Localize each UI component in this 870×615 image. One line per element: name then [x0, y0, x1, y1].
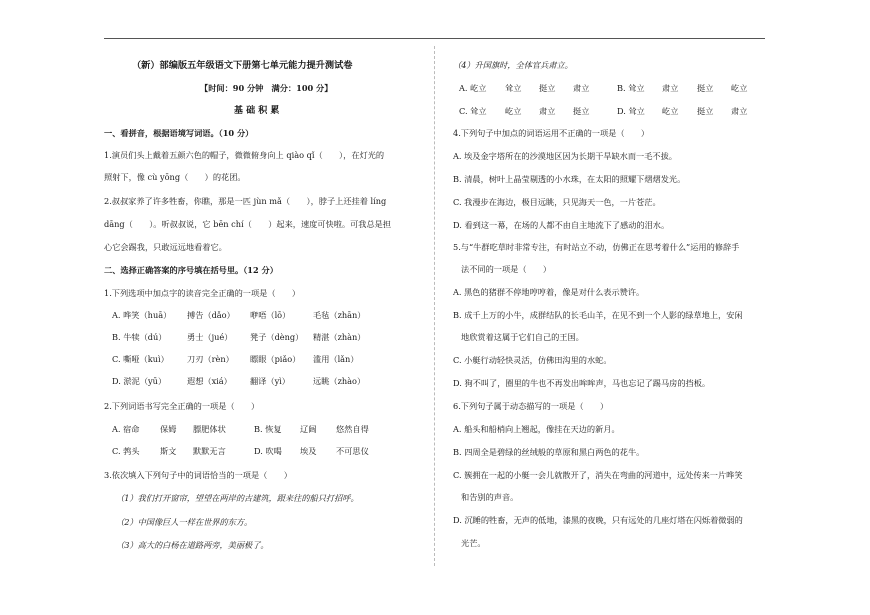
q7-option-d[interactable]: D. 狗不叫了，圈里的牛也不再发出哞哞声，马也忘记了踢马房的挡板。: [453, 378, 711, 388]
q2-line-3: 心它会踢我，只敢远远地看着它。: [104, 242, 227, 252]
q4-option-b-2: 辽阔: [300, 424, 317, 434]
q3-option-c-4: 滥用（lǎn）: [313, 354, 359, 364]
q2-line-2: dāng（ ）。听叔叔说，它 bēn chí（ ）起来，速度可快啦。可我总是担: [104, 219, 392, 229]
q7-option-c[interactable]: C. 小艇行动轻快灵活，仿佛田沟里的水蛇。: [453, 355, 612, 365]
q4-option-d-3: 不可思仪: [336, 446, 369, 456]
q5-option-b-2: 肃立: [662, 83, 679, 93]
q6-stem: 4.下列句子中加点的词语运用不正确的一项是（ ）: [453, 128, 650, 138]
q8-stem: 6.下列句子属于动态描写的一项是（ ）: [453, 401, 609, 411]
q3-option-a-3: 咿唔（lō）: [250, 310, 291, 320]
q5-option-d-3: 挺立: [697, 106, 714, 116]
q3-option-b-3: 凳子（dèng）: [250, 332, 304, 342]
q5-option-d-4: 肃立: [731, 106, 748, 116]
q4-option-a-3: 膘肥体状: [193, 424, 226, 434]
part1-heading: 一、看拼音，根据语境写词语。（10 分）: [104, 128, 254, 138]
q4-option-c-2: 斯文: [160, 446, 177, 456]
q2-line-1: 2.叔叔家养了许多牲畜，你瞧，那是一匹 jùn mǎ（ ），脖子上还挂着 líng: [104, 196, 387, 206]
q7-option-a[interactable]: A. 黑色的猪群不停地哼哼着，像是对什么表示赞许。: [453, 287, 645, 297]
q4-option-a-2: 保姆: [160, 424, 177, 434]
q4-option-d-1[interactable]: D. 吹喝: [254, 446, 282, 456]
q3-option-c-1[interactable]: C. 嘶哑（kuì）: [112, 354, 169, 364]
q5-option-c-1[interactable]: C. 耸立: [459, 106, 487, 116]
time-score-line: 【时间：90 分钟 满分：100 分】: [200, 83, 333, 93]
q3-option-d-2: 遐想（xiá）: [187, 376, 232, 386]
q6-option-c[interactable]: C. 我漫步在海边，极目远眺，只见海天一色，一片苍茫。: [453, 197, 661, 207]
q1-line-1: 1.演员们头上戴着五颜六色的帽子，微微俯身向上 qiào qǐ（ ），在灯光的: [104, 150, 385, 160]
q7-option-b-line-1[interactable]: B. 成千上万的小牛，成群结队的长毛山羊，在见不到一个人影的绿草地上，安闲: [453, 310, 743, 320]
q8-option-a[interactable]: A. 船头和船梢向上翘起，像挂在天边的新月。: [453, 424, 620, 434]
q7-option-b-line-2: 地欣赏着这属于它们自己的王国。: [461, 332, 584, 342]
q3-option-d-3: 翻译（yì）: [250, 376, 290, 386]
q5-option-a-4: 肃立: [573, 83, 590, 93]
q6-option-a[interactable]: A. 埃及金字塔所在的沙漠地区因为长期干旱缺水而一毛不拔。: [453, 151, 677, 161]
q5-option-c-2: 屹立: [505, 106, 522, 116]
q8-option-d-line-2: 光芒。: [461, 538, 486, 548]
q8-option-b[interactable]: B. 四周全是碧绿的丝绒般的草原和黑白两色的花牛。: [453, 447, 645, 457]
q5-option-a-3: 挺立: [539, 83, 556, 93]
q4-option-c-3: 默默无言: [193, 446, 226, 456]
q7-stem-line-1: 5.与“牛群吃草时非常专注，有时站立不动，仿佛正在思考着什么”运用的修辞手: [453, 242, 740, 252]
q3-option-d-4: 远眺（zhào）: [313, 376, 366, 386]
q3-option-b-4: 精湛（zhàn）: [313, 332, 366, 342]
q5-option-c-4: 挺立: [573, 106, 590, 116]
q4-option-b-3: 悠然自得: [336, 424, 369, 434]
part2-heading: 二、选择正确答案的序号填在括号里。（12 分）: [104, 265, 278, 275]
exam-title: （新）部编版五年级语文下册第七单元能力提升测试卷: [132, 60, 353, 71]
q5-option-d-2: 屹立: [662, 106, 679, 116]
q1-line-2: 照射下，像 cù yōng（ ）的花团。: [104, 172, 246, 182]
q3-option-c-2: 刀刃（rèn）: [187, 354, 234, 364]
q6-option-d[interactable]: D. 看到这一幕，在场的人都不由自主地流下了感动的泪水。: [453, 220, 670, 230]
q5-option-b-3: 挺立: [697, 83, 714, 93]
q5-option-b-1[interactable]: B. 耸立: [617, 83, 645, 93]
q5-option-d-1[interactable]: D. 耸立: [617, 106, 645, 116]
q5-stem: 3.依次填入下列句子中的词语恰当的一项是（ ）: [104, 470, 292, 480]
q3-option-d-1[interactable]: D. 淤泥（yū）: [112, 376, 167, 386]
q3-option-a-2: 搏告（dǎo）: [187, 310, 235, 320]
q3-stem: 1.下列选项中加点字的读音完全正确的一项是（ ）: [104, 288, 301, 298]
q5-sentence-2: （2）中国像巨人一样在世界的东方。: [116, 517, 253, 527]
q5-option-b-4: 屹立: [731, 83, 748, 93]
q4-stem: 2.下列词语书写完全正确的一项是（ ）: [104, 401, 260, 411]
q6-option-b[interactable]: B. 清晨，树叶上晶莹剔透的小水珠，在太阳的照耀下熠熠发光。: [453, 174, 686, 184]
q5-option-a-1[interactable]: A. 屹立: [459, 83, 487, 93]
q4-option-c-1[interactable]: C. 鹁头: [112, 446, 140, 456]
column-divider: [434, 46, 435, 566]
top-rule: [104, 38, 765, 39]
q4-option-b-1[interactable]: B. 恢复: [254, 424, 282, 434]
q4-option-d-2: 埃及: [300, 446, 317, 456]
q5-option-a-2: 耸立: [505, 83, 522, 93]
q7-stem-line-2: 法不同的一项是（ ）: [461, 264, 552, 274]
q8-option-c-line-1[interactable]: C. 簇拥在一起的小艇一会儿就散开了，消失在弯曲的河道中，远处传来一片哗笑: [453, 470, 743, 480]
q3-option-b-1[interactable]: B. 牛犊（dú）: [112, 332, 167, 342]
q3-option-c-3: 瞟眼（piǎo）: [250, 354, 301, 364]
q8-option-d-line-1[interactable]: D. 沉睡的牲畜，无声的低地，漆黑的夜晚，只有远处的几座灯塔在闪烁着微弱的: [453, 515, 743, 525]
q3-option-a-4: 毛毡（zhān）: [313, 310, 366, 320]
q5-sentence-3: （3）高大的白杨在道路两旁，美丽极了。: [116, 540, 269, 550]
q8-option-c-line-2: 和告别的声音。: [461, 492, 519, 502]
q3-option-b-2: 勇士（jué）: [187, 332, 233, 342]
q5-sentence-4: （4）升国旗时，全体官兵肃立。: [453, 60, 573, 70]
q5-option-c-3: 肃立: [539, 106, 556, 116]
q5-sentence-1: （1）我们打开窗帘，望望在两岸的古建筑，跟来往的船只打招呼。: [116, 493, 359, 503]
q3-option-a-1[interactable]: A. 哗笑（huā）: [112, 310, 172, 320]
q4-option-a-1[interactable]: A. 宿命: [112, 424, 140, 434]
section-heading: 基 础 积 累: [234, 106, 280, 116]
